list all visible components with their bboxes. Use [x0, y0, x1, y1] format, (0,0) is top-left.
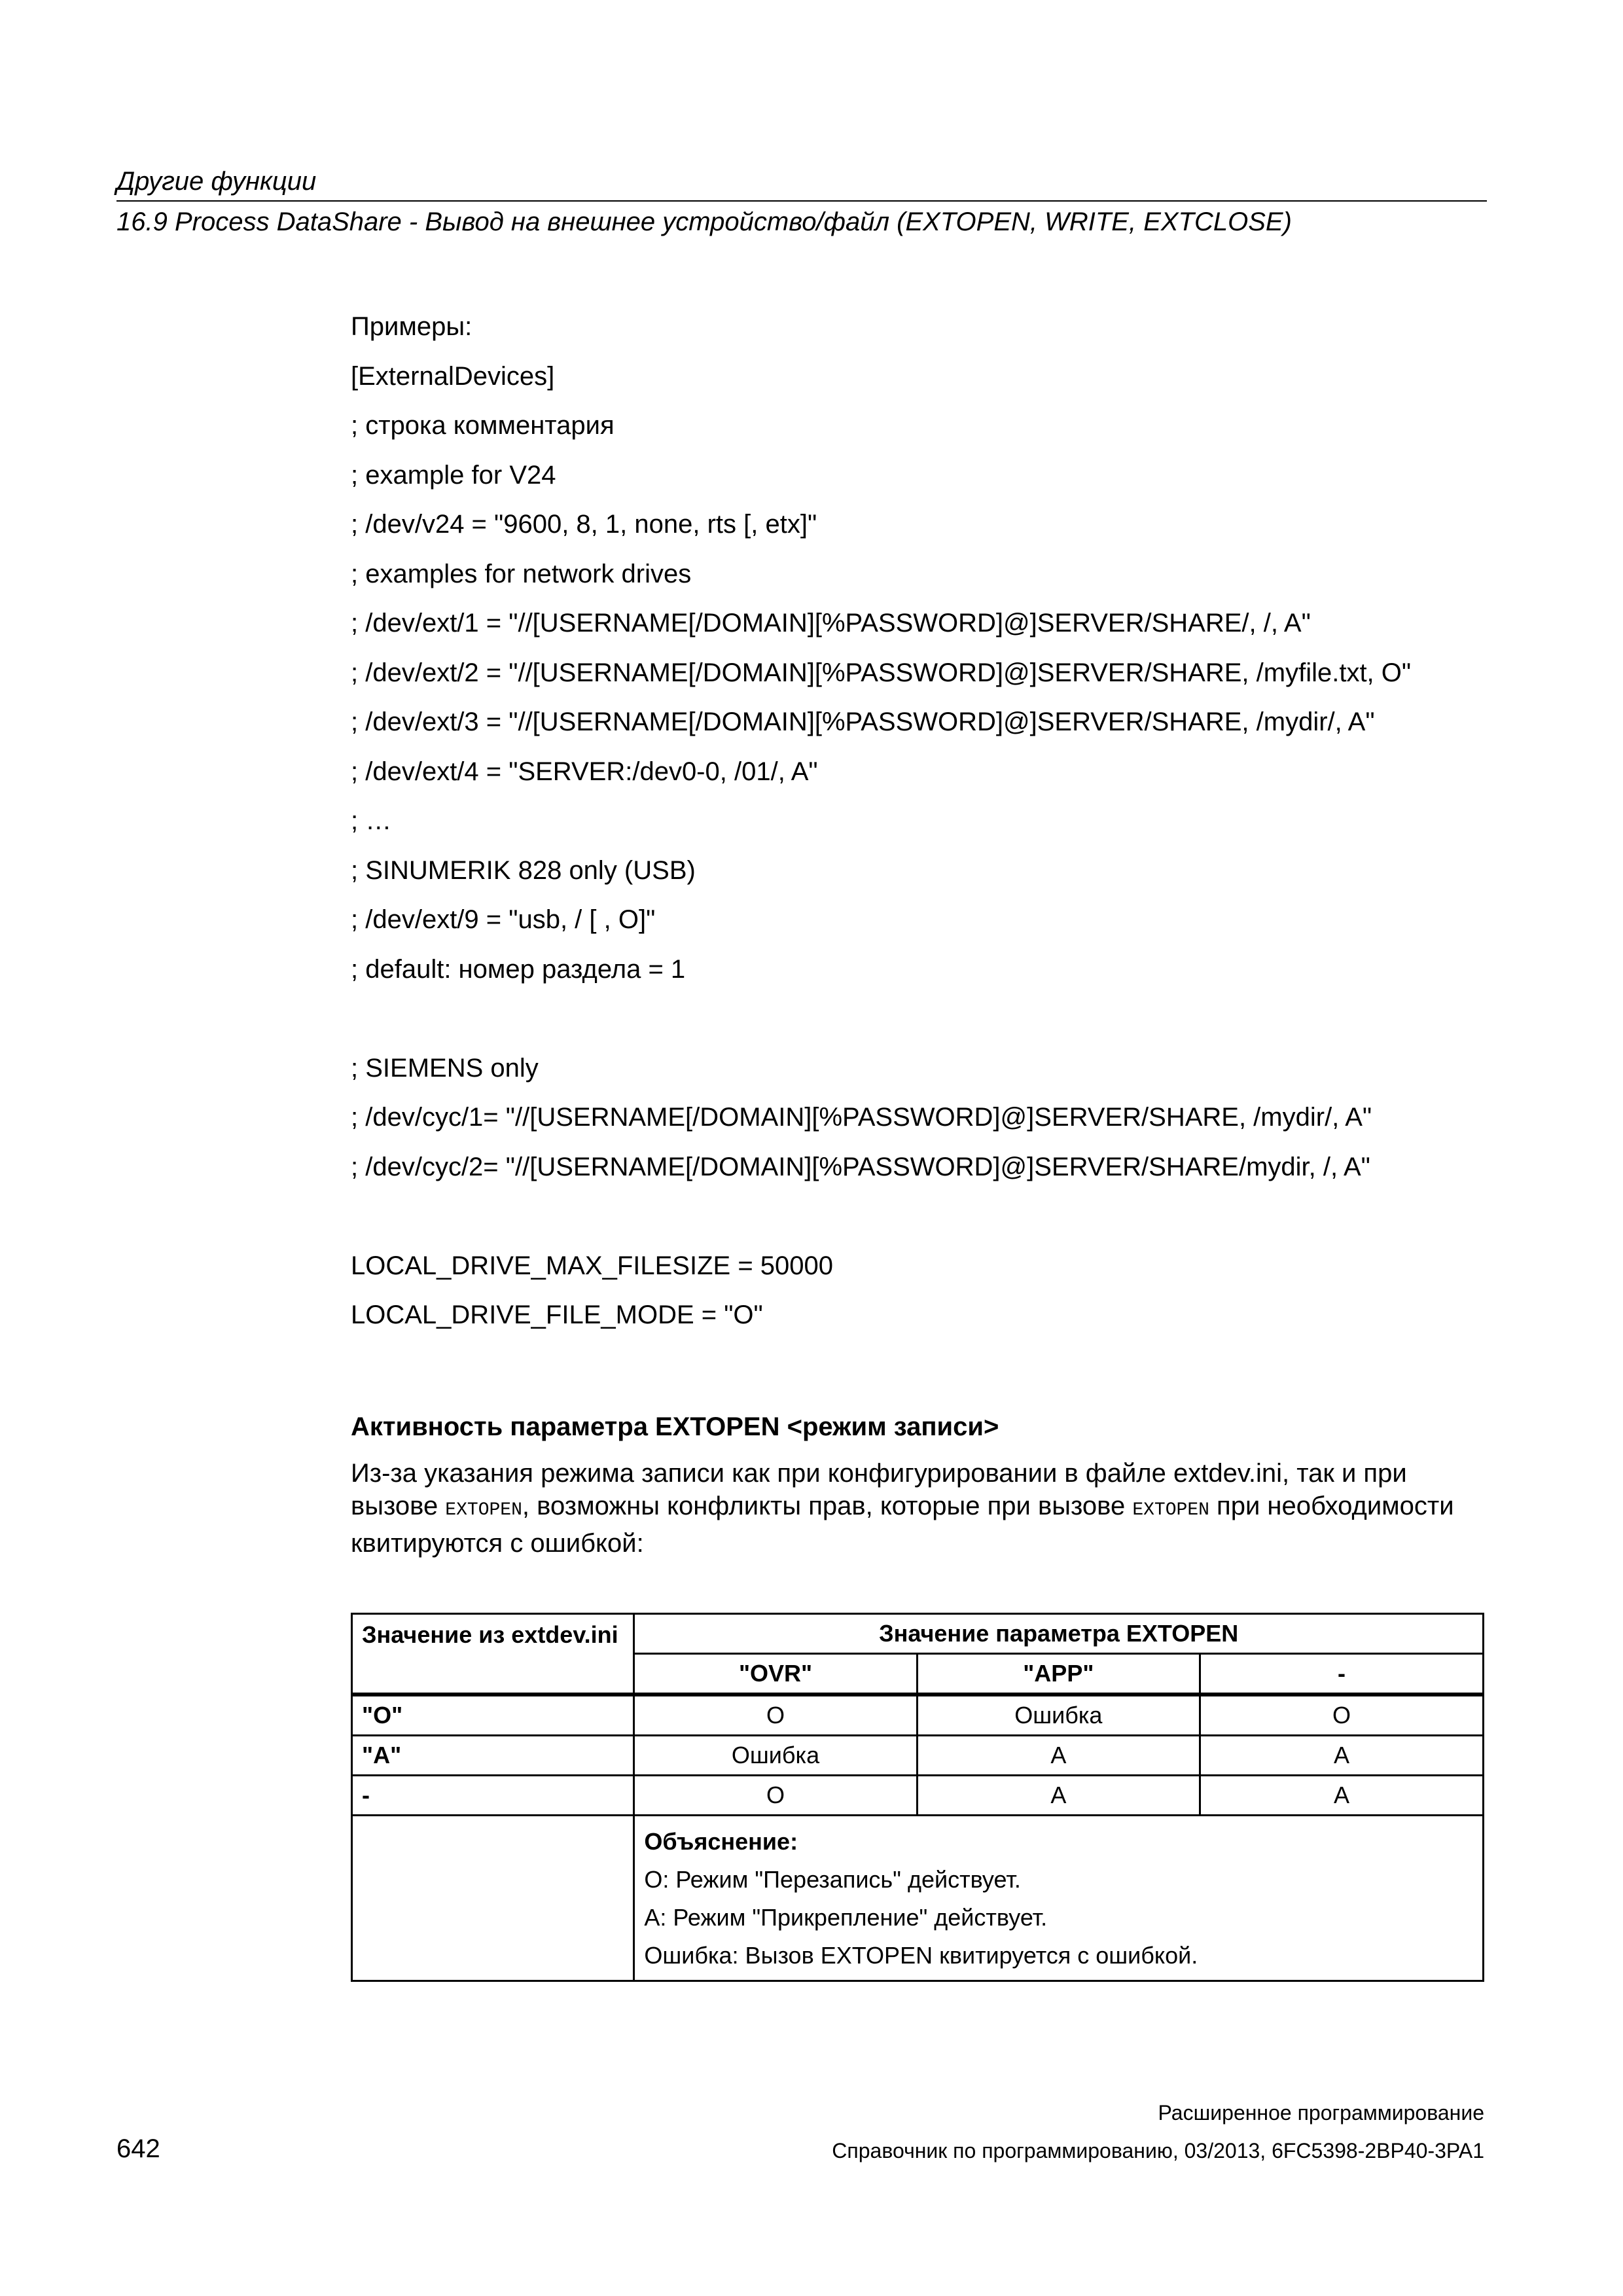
- examples-block: [351, 302, 1503, 1340]
- table-cell: Ошибка: [917, 1695, 1200, 1736]
- table-row-key: "A": [352, 1736, 634, 1776]
- explanation-line: A: Режим "Прикрепление" действует.: [644, 1904, 1048, 1931]
- example-line: ; default: номер раздела = 1: [351, 954, 686, 984]
- example-line: ; /dev/v24 = "9600, 8, 1, none, rts [, etx]": [351, 510, 817, 539]
- table-row-key: "O": [352, 1695, 634, 1736]
- table-explanation-row: [352, 1816, 1484, 1981]
- chapter-title: Другие функции: [116, 167, 317, 196]
- example-line: ; SIEMENS only: [351, 1053, 539, 1083]
- table-header-extopen: Значение параметра EXTOPEN: [634, 1614, 1484, 1654]
- paragraph: [351, 1457, 1489, 1560]
- table-header-extdev: Значение из extdev.ini: [352, 1614, 634, 1695]
- section-heading: Активность параметра EXTOPEN <режим записи>: [351, 1412, 999, 1441]
- example-line: ; examples for network drives: [351, 559, 692, 588]
- footer-doc-title: Расширенное программирование: [1158, 2101, 1484, 2125]
- page-number: 642: [116, 2134, 160, 2163]
- example-line: ; example for V24: [351, 460, 556, 490]
- example-line: LOCAL_DRIVE_MAX_FILESIZE = 50000: [351, 1251, 834, 1280]
- paragraph-text: при необходимости квитируются с ошибкой:: [351, 1492, 1454, 1558]
- table-row: [352, 1776, 1484, 1816]
- code-extopen: EXTOPEN: [1132, 1500, 1209, 1520]
- table-cell: O: [634, 1776, 917, 1816]
- table-row: [352, 1695, 1484, 1736]
- code-extopen: EXTOPEN: [445, 1500, 522, 1520]
- table-cell: A: [1200, 1736, 1483, 1776]
- example-line: ; /dev/ext/9 = "usb, / [ , O]": [351, 905, 656, 934]
- footer-doc-ref: Справочник по программированию, 03/2013, 6FC5398-2BP40-3PA1: [832, 2139, 1484, 2162]
- page-header: [116, 164, 1487, 240]
- example-line: [351, 1192, 1503, 1242]
- table-row-key: -: [352, 1776, 634, 1816]
- table-subheader-none: -: [1200, 1654, 1483, 1695]
- example-line: [351, 994, 1503, 1044]
- example-line: ; …: [351, 806, 392, 835]
- explanation-line: Ошибка: Вызов EXTOPEN квитируется с ошибкой.: [644, 1942, 1198, 1969]
- example-line: ; /dev/cyc/1= "//[USERNAME[/DOMAIN][%PASSWORD]@]SERVER/SHARE, /mydir/, A": [351, 1103, 1372, 1132]
- paragraph-text: , возможны конфликты прав, которые при вызове: [522, 1492, 1133, 1520]
- example-line: LOCAL_DRIVE_FILE_MODE = "O": [351, 1300, 763, 1329]
- table-subheader-app: "APP": [917, 1654, 1200, 1695]
- header-rule: [116, 200, 1487, 202]
- example-line: ; /dev/ext/3 = "//[USERNAME[/DOMAIN][%PASSWORD]@]SERVER/SHARE, /mydir/, A": [351, 708, 1375, 736]
- table-subheader-ovr: "OVR": [634, 1654, 917, 1695]
- table-cell: Ошибка: [634, 1736, 917, 1776]
- section-title: 16.9 Process DataShare - Вывод на внешнее устройство/файл (EXTOPEN, WRITE, EXTCLOSE): [116, 207, 1292, 236]
- example-line: ; строка комментария: [351, 411, 615, 440]
- table-cell: A: [1200, 1776, 1483, 1816]
- table-cell: A: [917, 1736, 1200, 1776]
- example-line: ; /dev/ext/1 = "//[USERNAME[/DOMAIN][%PASSWORD]@]SERVER/SHARE/, /, A": [351, 609, 1311, 637]
- table-explanation: [634, 1816, 1484, 1981]
- mode-conflict-table: [351, 1613, 1484, 1982]
- example-line: ; /dev/ext/4 = "SERVER:/dev0-0, /01/, A": [351, 757, 818, 786]
- example-line: [ExternalDevices]: [351, 361, 555, 391]
- explanation-title: Объяснение:: [644, 1828, 798, 1855]
- explanation-line: O: Режим "Перезапись" действует.: [644, 1866, 1021, 1893]
- table-empty-cell: [352, 1816, 634, 1981]
- example-line: ; /dev/ext/2 = "//[USERNAME[/DOMAIN][%PASSWORD]@]SERVER/SHARE, /myfile.txt, O": [351, 658, 1412, 687]
- table-cell: O: [634, 1695, 917, 1736]
- table-row: [352, 1736, 1484, 1776]
- example-line: Примеры:: [351, 312, 473, 341]
- table-cell: A: [917, 1776, 1200, 1816]
- paragraph-text: Из-за указания режима записи как при конфигурировании в файле extdev.ini, так и при вызове: [351, 1459, 1407, 1520]
- table-cell: O: [1200, 1695, 1483, 1736]
- example-line: ; SINUMERIK 828 only (USB): [351, 855, 696, 885]
- example-line: ; /dev/cyc/2= "//[USERNAME[/DOMAIN][%PASSWORD]@]SERVER/SHARE/mydir, /, A": [351, 1152, 1370, 1181]
